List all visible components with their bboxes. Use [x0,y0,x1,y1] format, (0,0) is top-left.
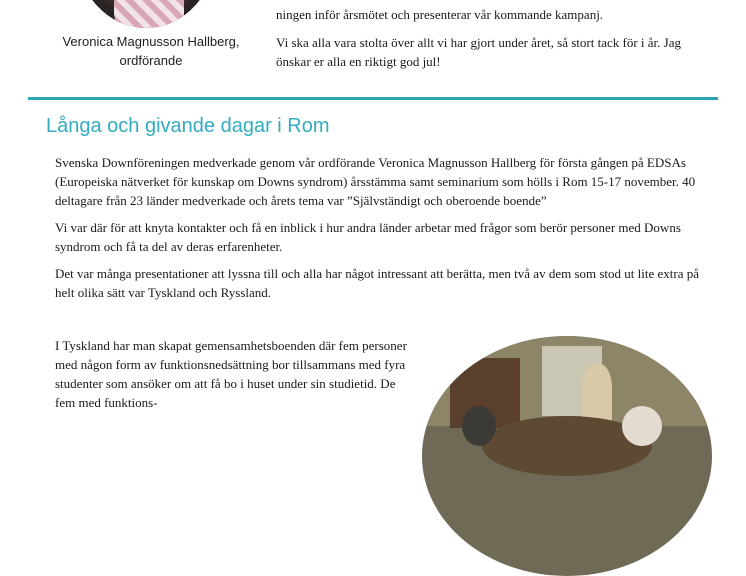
article-column-paragraph: I Tyskland har man skapat gemensamhetsboenden där fem personer med någon form av funktionsnedsättning bor tillsammans med fyra studenter som ansöker om att få bo i huset under sin studietid. De fem med funktions- [55,338,407,410]
article-heading: Långa och givande dagar i Rom [46,115,330,137]
section-divider [28,97,718,100]
article-paragraph: Svenska Downföreningen medverkade genom vår ordförande Veronica Magnusson Hallberg för första gången på EDSAs (Europeiska nätverket för kunskap om Downs syndrom) årsstämma samt seminarium som hölls i Rom 15-17 november. 40 deltagare från 23 länder medverkade och årets tema var ”Självständigt och oberoende boende” [55,155,696,208]
article-paragraph: Det var många presentationer att lyssna till och alla har något intressant att berätta, men två av dem som stod ut lite extra på helt olika sätt var Tyskland och Ryssland. [55,266,700,300]
meeting-photo [422,336,712,576]
article-paragraph: Vi var där för att knyta kontakter och få en inblick i hur andra länder arbetar med frågor som berör personer med Downs syndrom och få ta del av deras erfarenheter. [55,220,681,254]
photo-person-seated [462,406,496,446]
photo-person-seated [622,406,662,446]
top-paragraph: ningen inför årsmötet och presenterar vår kommande kampanj. [276,7,604,22]
photo-shirt [114,0,184,28]
article-body [55,153,703,310]
caption-role: ordförande [119,53,183,68]
top-paragraph: Vi ska alla vara stolta över allt vi har gjort under året, så stort tack för i år. Jag önskar er alla en riktigt god jul! [276,35,681,69]
photo-caption [40,32,262,70]
caption-name: Veronica Magnusson Hallberg, [62,34,240,49]
top-article-text [276,5,716,80]
chairperson-photo [76,0,216,28]
photo-person-standing [582,364,612,424]
